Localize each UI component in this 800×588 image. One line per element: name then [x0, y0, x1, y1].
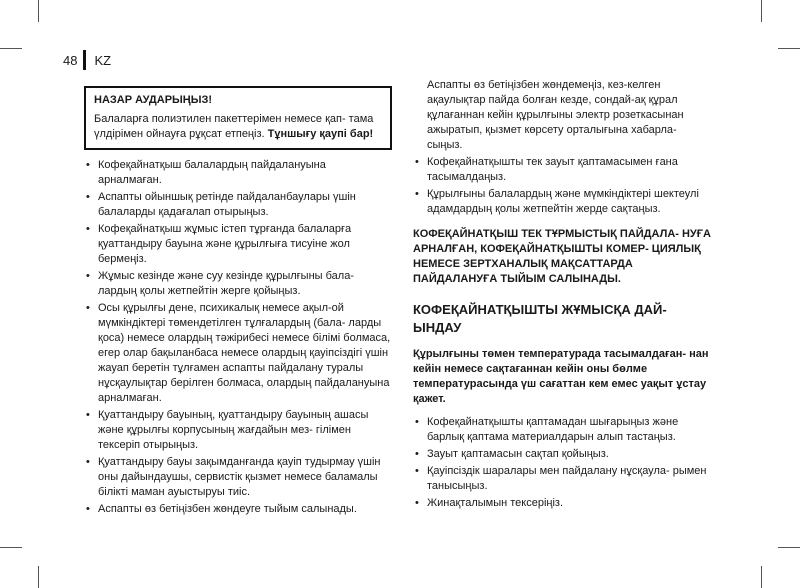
language-code: KZ: [94, 52, 112, 68]
warning-box: [84, 86, 392, 150]
header-divider: [83, 50, 86, 70]
crop-mark: [761, 0, 762, 22]
warning-text: [94, 112, 382, 142]
list-item: • Қуаттандыру бауының, қуаттандыру бауының ашасы және құрылғы корпусының жағдайын мез- гілімен тексеріп отырыңыз.: [84, 408, 392, 453]
list-item: • Кофеқайнатқышты тек зауыт қаптамасымен ғана тасымалдаңыз.: [413, 155, 713, 185]
crop-mark: [38, 566, 39, 588]
list-item: • Кофеқайнатқыш жұмыс істеп тұрғанда балаларға қуаттандыру бауына және құрылғыға тисуіне жол бермеңіз.: [84, 222, 392, 267]
list-item: • Аспапты ойыншық ретінде пайдаланбаулары үшін балаларды қадағалап отырыңыз.: [84, 190, 392, 220]
list-item: • Зауыт қаптамасын сақтап қойыңыз.: [413, 447, 713, 462]
page-header: [63, 50, 111, 70]
list-item: • Құрылғыны балалардың және мүмкіндіктері шектеулі адамдардың қолы жетпейтін жерде сақтаңыз.: [413, 187, 713, 217]
list-item: • Жинақталымын тексеріңіз.: [413, 496, 713, 511]
storage-list: [413, 155, 713, 217]
crop-mark: [778, 48, 800, 49]
right-column: [413, 78, 713, 513]
crop-mark: [778, 547, 800, 548]
list-item: • Кофеқайнатқышты қаптамадан шығарыңыз және барлық қаптама материалдарын алып тастаңыз.: [413, 415, 713, 445]
list-item: • Осы құрылғы дене, психикалық немесе ақыл-ой мүмкіндіктері төмендетілген тұлғалардың (бала- ларды қоса) немесе олардың тәжірибесі немесе білімі болмаса, егер олар бақыланбаса немесе олардың қауіпсіздігі үшін жауап беретін тұлғамен аспапты пайдалану туралы нұсқаулықтар берілген болмаса, олардың пайдалануына арналмаған.: [84, 301, 392, 406]
transport-note: Құрылғыны төмен температурада тасымалдаған- нан кейін немесе сақтағаннан кейін оны бөлме температурасында үш сағаттан кем емес уақыт ұстау қажет.: [413, 348, 709, 405]
crop-mark: [0, 547, 22, 548]
warning-title: НАЗАР АУДАРЫҢЫЗ!: [94, 94, 213, 106]
repair-paragraph: Аспапты өз бетіңізбен жөндемеңіз, кез-келген ақаулықтар пайда болған кезде, сондай-ақ құрал құлағаннан кейін құрылғыны электр розеткасынан ажыратып, қызмет көрсету орталығына хабарла- сыңыз.: [427, 79, 684, 151]
page-number: 48: [63, 52, 78, 68]
safety-list: [84, 158, 392, 517]
list-item: • Қуаттандыру бауы зақымданғанда қауіп тудырмау үшін оны дайындаушы, сервистік қызмет немесе баламалы білікті маман ауыстыруы тиіс.: [84, 455, 392, 500]
list-item: • Қауіпсіздік шаралары мен пайдалану нұсқаулa- рымен танысыңыз.: [413, 464, 713, 494]
section-title: КОФЕҚАЙНАТҚЫШТЫ ЖҰМЫСҚА ДАЙ- ЫНДАУ: [413, 302, 667, 335]
household-use-note: КОФЕҚАЙНАТҚЫШ ТЕК ТҰРМЫСТЫҚ ПАЙДАЛА- НУҒА АРНАЛҒАН, КОФЕҚАЙНАТҚЫШТЫ КОМЕР- ЦИЯЛЫҚ НЕМЕСЕ ЗЕРТХАНАЛЫҚ МАҚСАТТАРДА ПАЙДАЛАНУҒА ТЫЙЫМ САЛЫНАДЫ.: [413, 228, 711, 285]
list-item: • Аспапты өз бетіңізбен жөндеуге тыйым салынады.: [84, 502, 392, 517]
warning-emphasis: Тұншығу қаупі бар!: [267, 128, 374, 140]
list-item: • Жұмыс кезінде және суу кезінде құрылғыны бала- лардың қолы жетпейтін жерге қойыңыз.: [84, 269, 392, 299]
left-column: [84, 86, 392, 519]
crop-mark: [0, 48, 22, 49]
warning-body: Балаларға полиэтилен пакеттерімен немесе қап- тама үлдірімен ойнауға рұқсат етпеңіз.: [94, 113, 374, 140]
preparation-list: [413, 415, 713, 511]
list-item: • Кофеқайнатқыш балалардың пайдалануына арналмаған.: [84, 158, 392, 188]
crop-mark: [761, 566, 762, 588]
crop-mark: [38, 0, 39, 22]
